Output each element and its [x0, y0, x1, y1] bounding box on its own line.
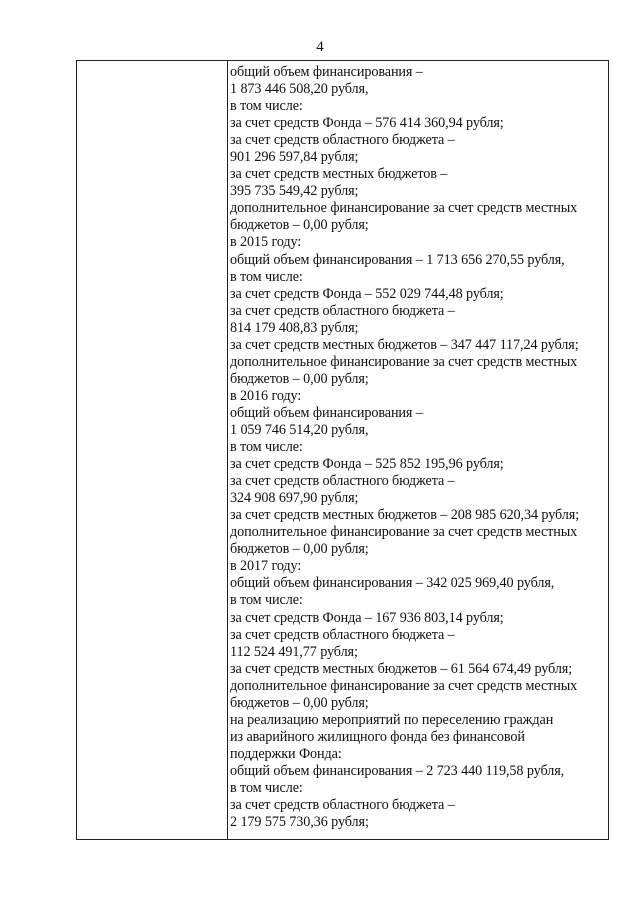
text-line: 814 179 408,83 рубля; — [230, 319, 359, 336]
text-line: 1 059 746 514,20 рубля, — [230, 421, 369, 438]
text-line: общий объем финансирования – 342 025 969,40 рубля, — [230, 575, 555, 592]
text-line: общий объем финансирования – 1 713 656 270,55 рубля, — [230, 251, 565, 268]
text-line: из аварийного жилищного фонда без финансовой — [230, 728, 525, 745]
text-line: 112 524 491,77 рубля; — [230, 643, 358, 660]
text-line: 395 735 549,42 рубля; — [230, 183, 359, 200]
table-right-cell — [230, 64, 608, 831]
text-line: бюджетов – 0,00 рубля; — [230, 694, 369, 711]
column-divider — [227, 61, 228, 839]
text-line: в том числе: — [230, 439, 303, 456]
text-line: бюджетов – 0,00 рубля; — [230, 541, 369, 558]
text-line: за счет средств областного бюджета – — [230, 626, 455, 643]
text-line: за счет средств Фонда – 576 414 360,94 рубля; — [230, 115, 504, 132]
text-line: дополнительное финансирование за счет средств местных — [230, 677, 578, 694]
text-line: за счет средств областного бюджета – — [230, 132, 455, 149]
text-line: за счет средств Фонда – 167 936 803,14 рубля; — [230, 609, 504, 626]
document-table — [76, 60, 609, 840]
text-line: в 2017 году: — [230, 558, 302, 575]
text-line: 901 296 597,84 рубля; — [230, 149, 359, 166]
text-line: за счет средств областного бюджета – — [230, 302, 455, 319]
text-line: 1 873 446 508,20 рубля, — [230, 81, 369, 98]
text-line: общий объем финансирования – — [230, 404, 423, 421]
text-line: в том числе: — [230, 779, 303, 796]
text-line: на реализацию мероприятий по переселению граждан — [230, 711, 554, 728]
text-line: в том числе: — [230, 268, 303, 285]
text-line: в том числе: — [230, 592, 303, 609]
text-line: за счет средств областного бюджета – — [230, 797, 455, 814]
table-left-cell — [77, 61, 227, 839]
text-line: за счет средств местных бюджетов – 208 985 620,34 рубля; — [230, 507, 580, 524]
text-line: поддержки Фонда: — [230, 745, 342, 762]
text-line: бюджетов – 0,00 рубля; — [230, 370, 369, 387]
text-line: бюджетов – 0,00 рубля; — [230, 217, 369, 234]
text-line: дополнительное финансирование за счет средств местных — [230, 200, 578, 217]
text-line: в 2015 году: — [230, 234, 302, 251]
text-line: 324 908 697,90 рубля; — [230, 490, 359, 507]
text-line: за счет средств местных бюджетов – 347 447 117,24 рубля; — [230, 336, 579, 353]
text-line: общий объем финансирования – — [230, 64, 423, 80]
text-line: 2 179 575 730,36 рубля; — [230, 814, 369, 831]
text-line: за счет средств Фонда – 525 852 195,96 рубля; — [230, 456, 504, 473]
text-line: общий объем финансирования – 2 723 440 119,58 рубля, — [230, 762, 565, 779]
text-line: дополнительное финансирование за счет средств местных — [230, 524, 578, 541]
text-line: за счет средств областного бюджета – — [230, 473, 455, 490]
text-line: в 2016 году: — [230, 387, 302, 404]
text-line: за счет средств местных бюджетов – — [230, 166, 448, 183]
page-number: 4 — [316, 39, 324, 55]
text-line: дополнительное финансирование за счет средств местных — [230, 353, 578, 370]
text-line: в том числе: — [230, 98, 303, 115]
text-line: за счет средств местных бюджетов – 61 564 674,49 рубля; — [230, 660, 573, 677]
text-line: за счет средств Фонда – 552 029 744,48 рубля; — [230, 285, 504, 302]
